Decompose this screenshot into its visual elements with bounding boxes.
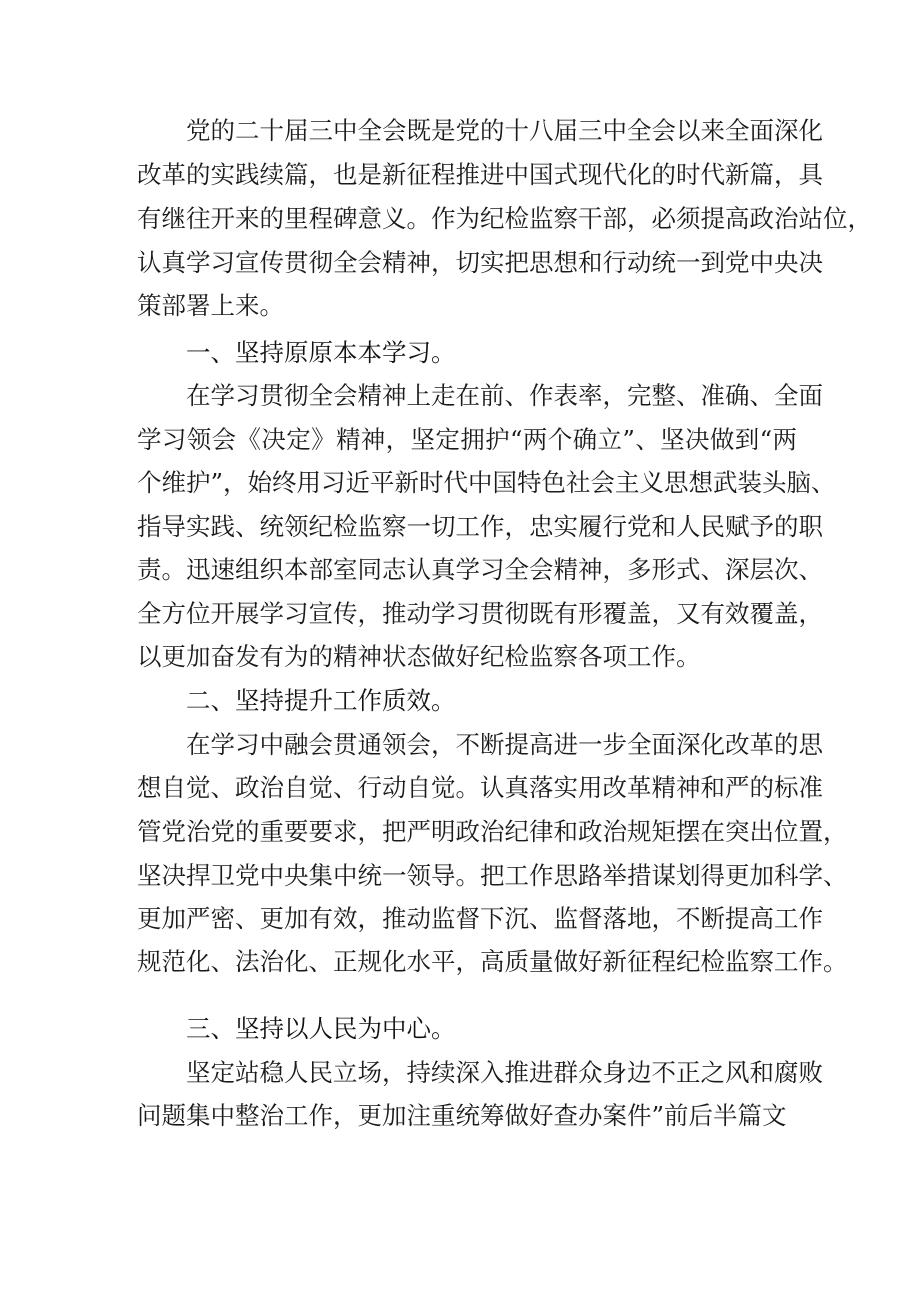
paragraph-line: 认真学习宣传贯彻全会精神，切实把思想和行动统一到党中央决 (137, 248, 823, 277)
paragraph-line: 规范化、法治化、正规化水平，高质量做好新征程纪检监察工作。 (137, 947, 848, 976)
paragraph-line: 在学习中融会贯通领会，不断提高进一步全面深化改革的思 (186, 730, 823, 759)
paragraph-line: 改革的实践续篇，也是新征程推进中国式现代化的时代新篇，具 (137, 160, 823, 189)
section-heading-1: 一、坚持原原本本学习。 (186, 338, 456, 367)
paragraph-line: 以更加奋发有为的精神状态做好纪检监察各项工作。 (137, 642, 701, 671)
paragraph-line: 个维护”，始终用习近平新时代中国特色社会主义思想武装头脑、 (137, 468, 836, 497)
paragraph-line: 学习领会《决定》精神，坚定拥护“两个确立”、坚决做到“两 (137, 425, 797, 454)
paragraph-line: 策部署上来。 (137, 291, 284, 320)
paragraph-line: 想自觉、政治自觉、行动自觉。认真落实用改革精神和严的标准 (137, 773, 823, 802)
paragraph-line: 全方位开展学习宣传，推动学习贯彻既有形覆盖，又有效覆盖， (137, 599, 823, 628)
section-heading-2: 二、坚持提升工作质效。 (186, 686, 456, 715)
paragraph-line: 党的二十届三中全会既是党的十八届三中全会以来全面深化 (186, 116, 823, 145)
paragraph-line: 问题集中整治工作，更加注重统筹做好查办案件”前后半篇文 (137, 1101, 787, 1130)
paragraph-line: 坚定站稳人民立场，持续深入推进群众身边不正之风和腐败 (186, 1058, 823, 1087)
paragraph-line: 在学习贯彻全会精神上走在前、作表率，完整、准确、全面 (186, 381, 823, 410)
paragraph-line: 坚决捍卫党中央集中统一领导。把工作思路举措谋划得更加科学、 (137, 861, 848, 890)
section-heading-3: 三、坚持以人民为中心。 (186, 1014, 456, 1043)
paragraph-line: 更加严密、更加有效，推动监督下沉、监督落地，不断提高工作 (137, 904, 823, 933)
paragraph-line: 责。迅速组织本部室同志认真学习全会精神，多形式、深层次、 (137, 555, 823, 584)
paragraph-line: 管党治党的重要要求，把严明政治纪律和政治规矩摆在突出位置， (137, 817, 848, 846)
paragraph-line: 有继往开来的里程碑意义。作为纪检监察干部，必须提高政治站位， (137, 204, 872, 233)
paragraph-line: 指导实践、统领纪检监察一切工作，忠实履行党和人民赋予的职 (137, 512, 823, 541)
